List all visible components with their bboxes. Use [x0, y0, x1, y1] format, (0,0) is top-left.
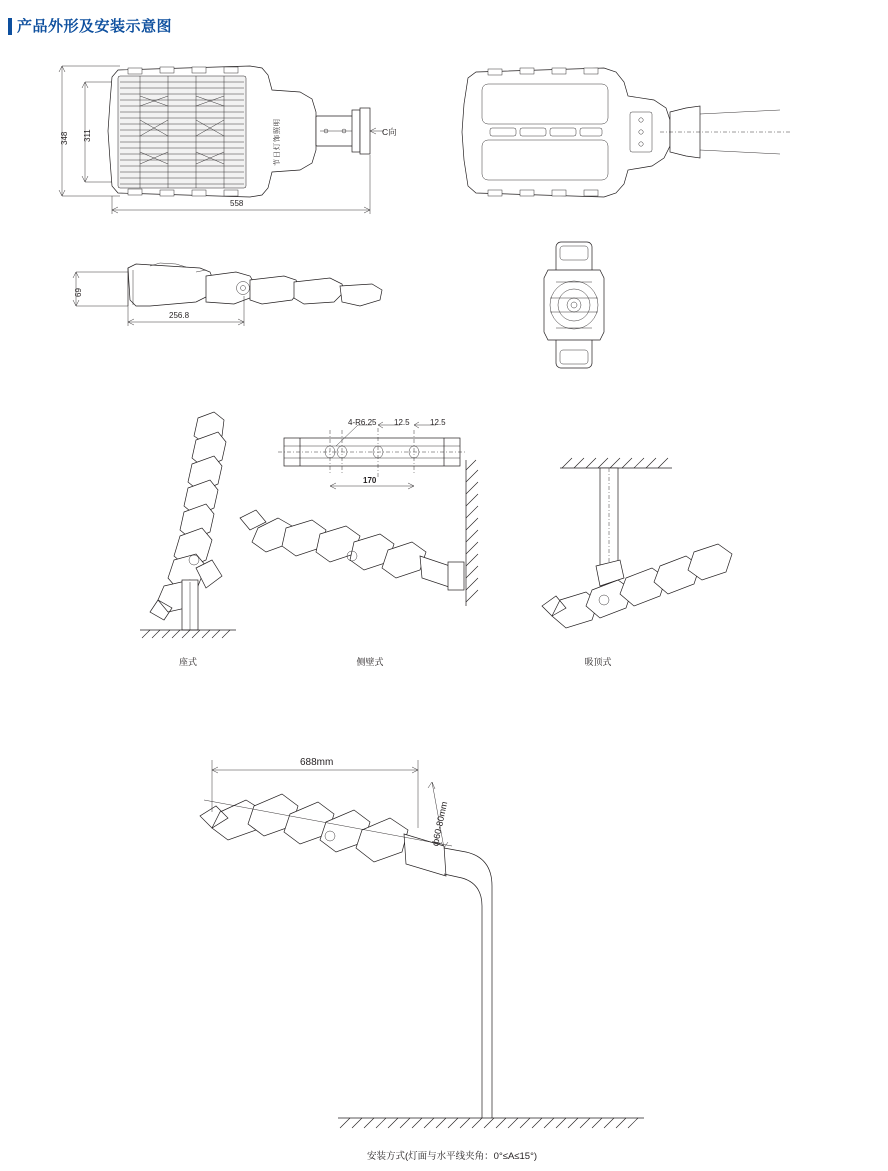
- dim-pole-diameter: ф60-80mm: [430, 800, 450, 848]
- installation-note: 安装方式(灯面与水平线夹角：0°≤A≤15°): [367, 1151, 538, 1162]
- body-brand-text: 节日灯饰照明: [274, 118, 281, 166]
- view-direction-label: C向: [382, 127, 397, 137]
- dim-side-height: 69: [74, 288, 83, 297]
- dim-height-inner: 311: [83, 129, 92, 142]
- caption-wall-mount: 侧壁式: [356, 657, 384, 667]
- fig-ceiling-mount: [542, 458, 732, 628]
- dim-bracket-width: 170: [363, 476, 377, 485]
- caption-pole-mount: 座式: [178, 657, 197, 667]
- fig-street-pole: [200, 760, 644, 1128]
- dim-length: 558: [230, 199, 244, 208]
- caption-ceiling-mount: 吸顶式: [584, 657, 612, 667]
- dim-side-length: 256.8: [169, 311, 190, 320]
- fig-pole-mount: [140, 412, 236, 638]
- dim-height-overall: 348: [60, 131, 69, 145]
- dim-hole-radius: 4-R6.25: [348, 418, 377, 427]
- fig-wall-mount: [240, 460, 478, 606]
- fig-side-view: [73, 263, 382, 326]
- fig-bottom-view: [462, 68, 790, 197]
- fig-end-view: [544, 242, 604, 368]
- dim-arm-length: 688mm: [300, 757, 334, 768]
- dim-hole-b: 12.5: [430, 418, 446, 427]
- page-title: 产品外形及安装示意图: [17, 18, 173, 35]
- dim-hole-a: 12.5: [394, 418, 410, 427]
- fig-top-view: [59, 66, 384, 214]
